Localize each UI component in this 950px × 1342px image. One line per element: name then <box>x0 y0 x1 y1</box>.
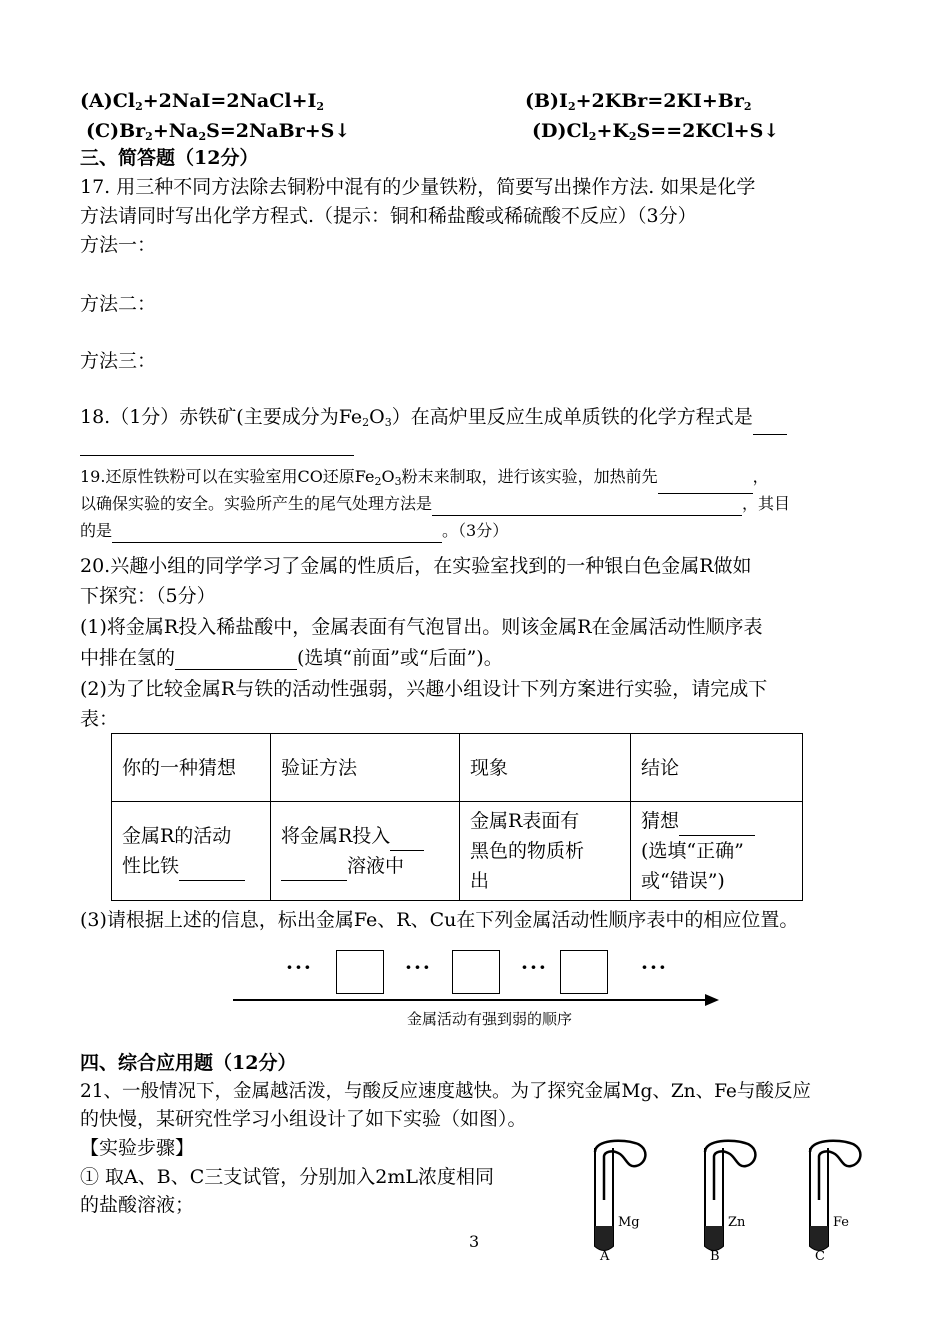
arrow-head-icon <box>705 994 719 1006</box>
page-number: 3 <box>469 1232 480 1251</box>
q19-blank-2[interactable] <box>432 499 742 516</box>
q20-s3: (3)请根据上述的信息，标出金属Fe、R、Cu在下列金属活动性顺序表中的相应位置。 <box>80 909 799 931</box>
q20-s2a: (2)为了比较金属R与铁的活动性强弱，兴趣小组设计下列方案进行实验，请完成下 <box>80 678 768 700</box>
q20-line1: 20.兴趣小组的同学学习了金属的性质后，在实验室找到的一种银白色金属R做如 <box>80 555 752 577</box>
option-a: $(A)Cl_2+2NaI=2NaCl+I_2$ <box>80 90 325 113</box>
table-cell-phenomenon: 金属R表面有 黑色的物质析 出 <box>460 802 631 901</box>
table-header-row <box>112 734 803 802</box>
q17-method3: 方法三： <box>80 350 157 372</box>
q21-line1: 21、一般情况下，金属越活泼，与酸反应速度越快。为了探究金属Mg、Zn、Fe与酸反应 <box>80 1081 811 1102</box>
tube-label: C <box>815 1249 825 1262</box>
q20-s1b: 中排在氢的 (选填“前面”或“后面”)。 <box>80 647 503 669</box>
q18-text: 18.（1分）赤铁矿(主要成分为$Fe_2O_3$）在高炉里反应生成单质铁的化学方程式是 <box>80 405 787 435</box>
option-d: $(D)Cl_2+K_2S==2KCl+S↓$ <box>532 120 780 143</box>
guess-blank[interactable] <box>179 862 245 881</box>
q17-method2: 方法二： <box>80 293 157 315</box>
table-header-cell: 你的一种猜想 <box>112 734 271 802</box>
test-tubes-figure <box>580 1138 880 1262</box>
experiment-table <box>111 733 803 901</box>
q19-line1: 19.还原性铁粉可以在实验室用CO还原$Fe_2O_3$粉末来制取，进行该实验，加热前先 ， <box>80 465 769 494</box>
q20-s1a: (1)将金属R投入稀盐酸中，金属表面有气泡冒出。则该金属R在金属活动性顺序表 <box>80 616 763 638</box>
metal-label: Zn <box>728 1215 746 1230</box>
q20-s2b: 表： <box>80 708 119 730</box>
metal-box-1[interactable] <box>336 950 384 994</box>
section3-heading: 三、简答题（12分） <box>80 147 259 169</box>
table-row <box>112 802 803 901</box>
ellipsis: ··· <box>521 955 548 979</box>
table-cell-guess: 金属R的活动 性比铁 <box>112 802 271 901</box>
table-cell-method: 将金属R投入 溶液中 <box>271 802 460 901</box>
q18-blank-1[interactable] <box>753 416 787 435</box>
test-tube-b <box>705 1141 755 1262</box>
q21-step1a: ① 取A、B、C三支试管，分别加入2mL浓度相同 <box>80 1166 494 1188</box>
conclusion-blank[interactable] <box>679 817 755 836</box>
table-cell-conclusion: 猜想 (选填“正确” 或“错误”) <box>631 802 803 901</box>
metal-label: Mg <box>618 1215 640 1230</box>
tube-label: A <box>600 1249 610 1262</box>
option-c: $(C)Br_2+Na_2S=2NaBr+S↓$ <box>86 120 351 143</box>
test-tube-a <box>595 1141 645 1262</box>
tube-label: B <box>710 1249 720 1262</box>
q18-answer-line[interactable] <box>80 455 354 456</box>
section4-heading: 四、综合应用题（12分） <box>80 1052 297 1074</box>
ellipsis: ··· <box>286 955 313 979</box>
arrow-line <box>233 999 708 1001</box>
table-header-cell: 结论 <box>631 734 803 802</box>
test-tube-c <box>810 1141 860 1262</box>
q17-line2: 方法请同时写出化学方程式.（提示：铜和稀盐酸或稀硫酸不反应）（3分） <box>80 205 697 227</box>
q19-line3: 的是 。（3分） <box>80 519 508 543</box>
arrow-caption: 金属活动有强到弱的顺序 <box>407 1010 573 1028</box>
q17-method1: 方法一： <box>80 234 157 256</box>
q21-steps-label: 【实验步骤】 <box>80 1137 195 1159</box>
q21-step1b: 的盐酸溶液； <box>80 1194 195 1216</box>
q19-line2: 以确保实验的安全。实验所产生的尾气处理方法是 ，其目 <box>80 492 790 516</box>
solution-blank-2[interactable] <box>281 862 347 881</box>
q20-line2: 下探究：（5分） <box>80 585 216 607</box>
q17-line1: 17. 用三种不同方法除去铜粉中混有的少量铁粉，简要写出操作方法. 如果是化学 <box>80 176 756 198</box>
q19-blank-3[interactable] <box>112 526 442 543</box>
table-header-cell: 验证方法 <box>271 734 460 802</box>
q21-line2: 的快慢，某研究性学习小组设计了如下实验（如图）。 <box>80 1108 527 1130</box>
solution-blank-1[interactable] <box>390 832 424 851</box>
metal-box-2[interactable] <box>452 950 500 994</box>
ellipsis: ··· <box>641 955 668 979</box>
metal-label: Fe <box>833 1215 850 1230</box>
ellipsis: ··· <box>405 955 432 979</box>
table-header-cell: 现象 <box>460 734 631 802</box>
option-b: $(B)I_2+2KBr=2KI+Br_2$ <box>525 90 752 113</box>
metal-box-3[interactable] <box>560 950 608 994</box>
q20-blank-position[interactable] <box>175 651 297 670</box>
